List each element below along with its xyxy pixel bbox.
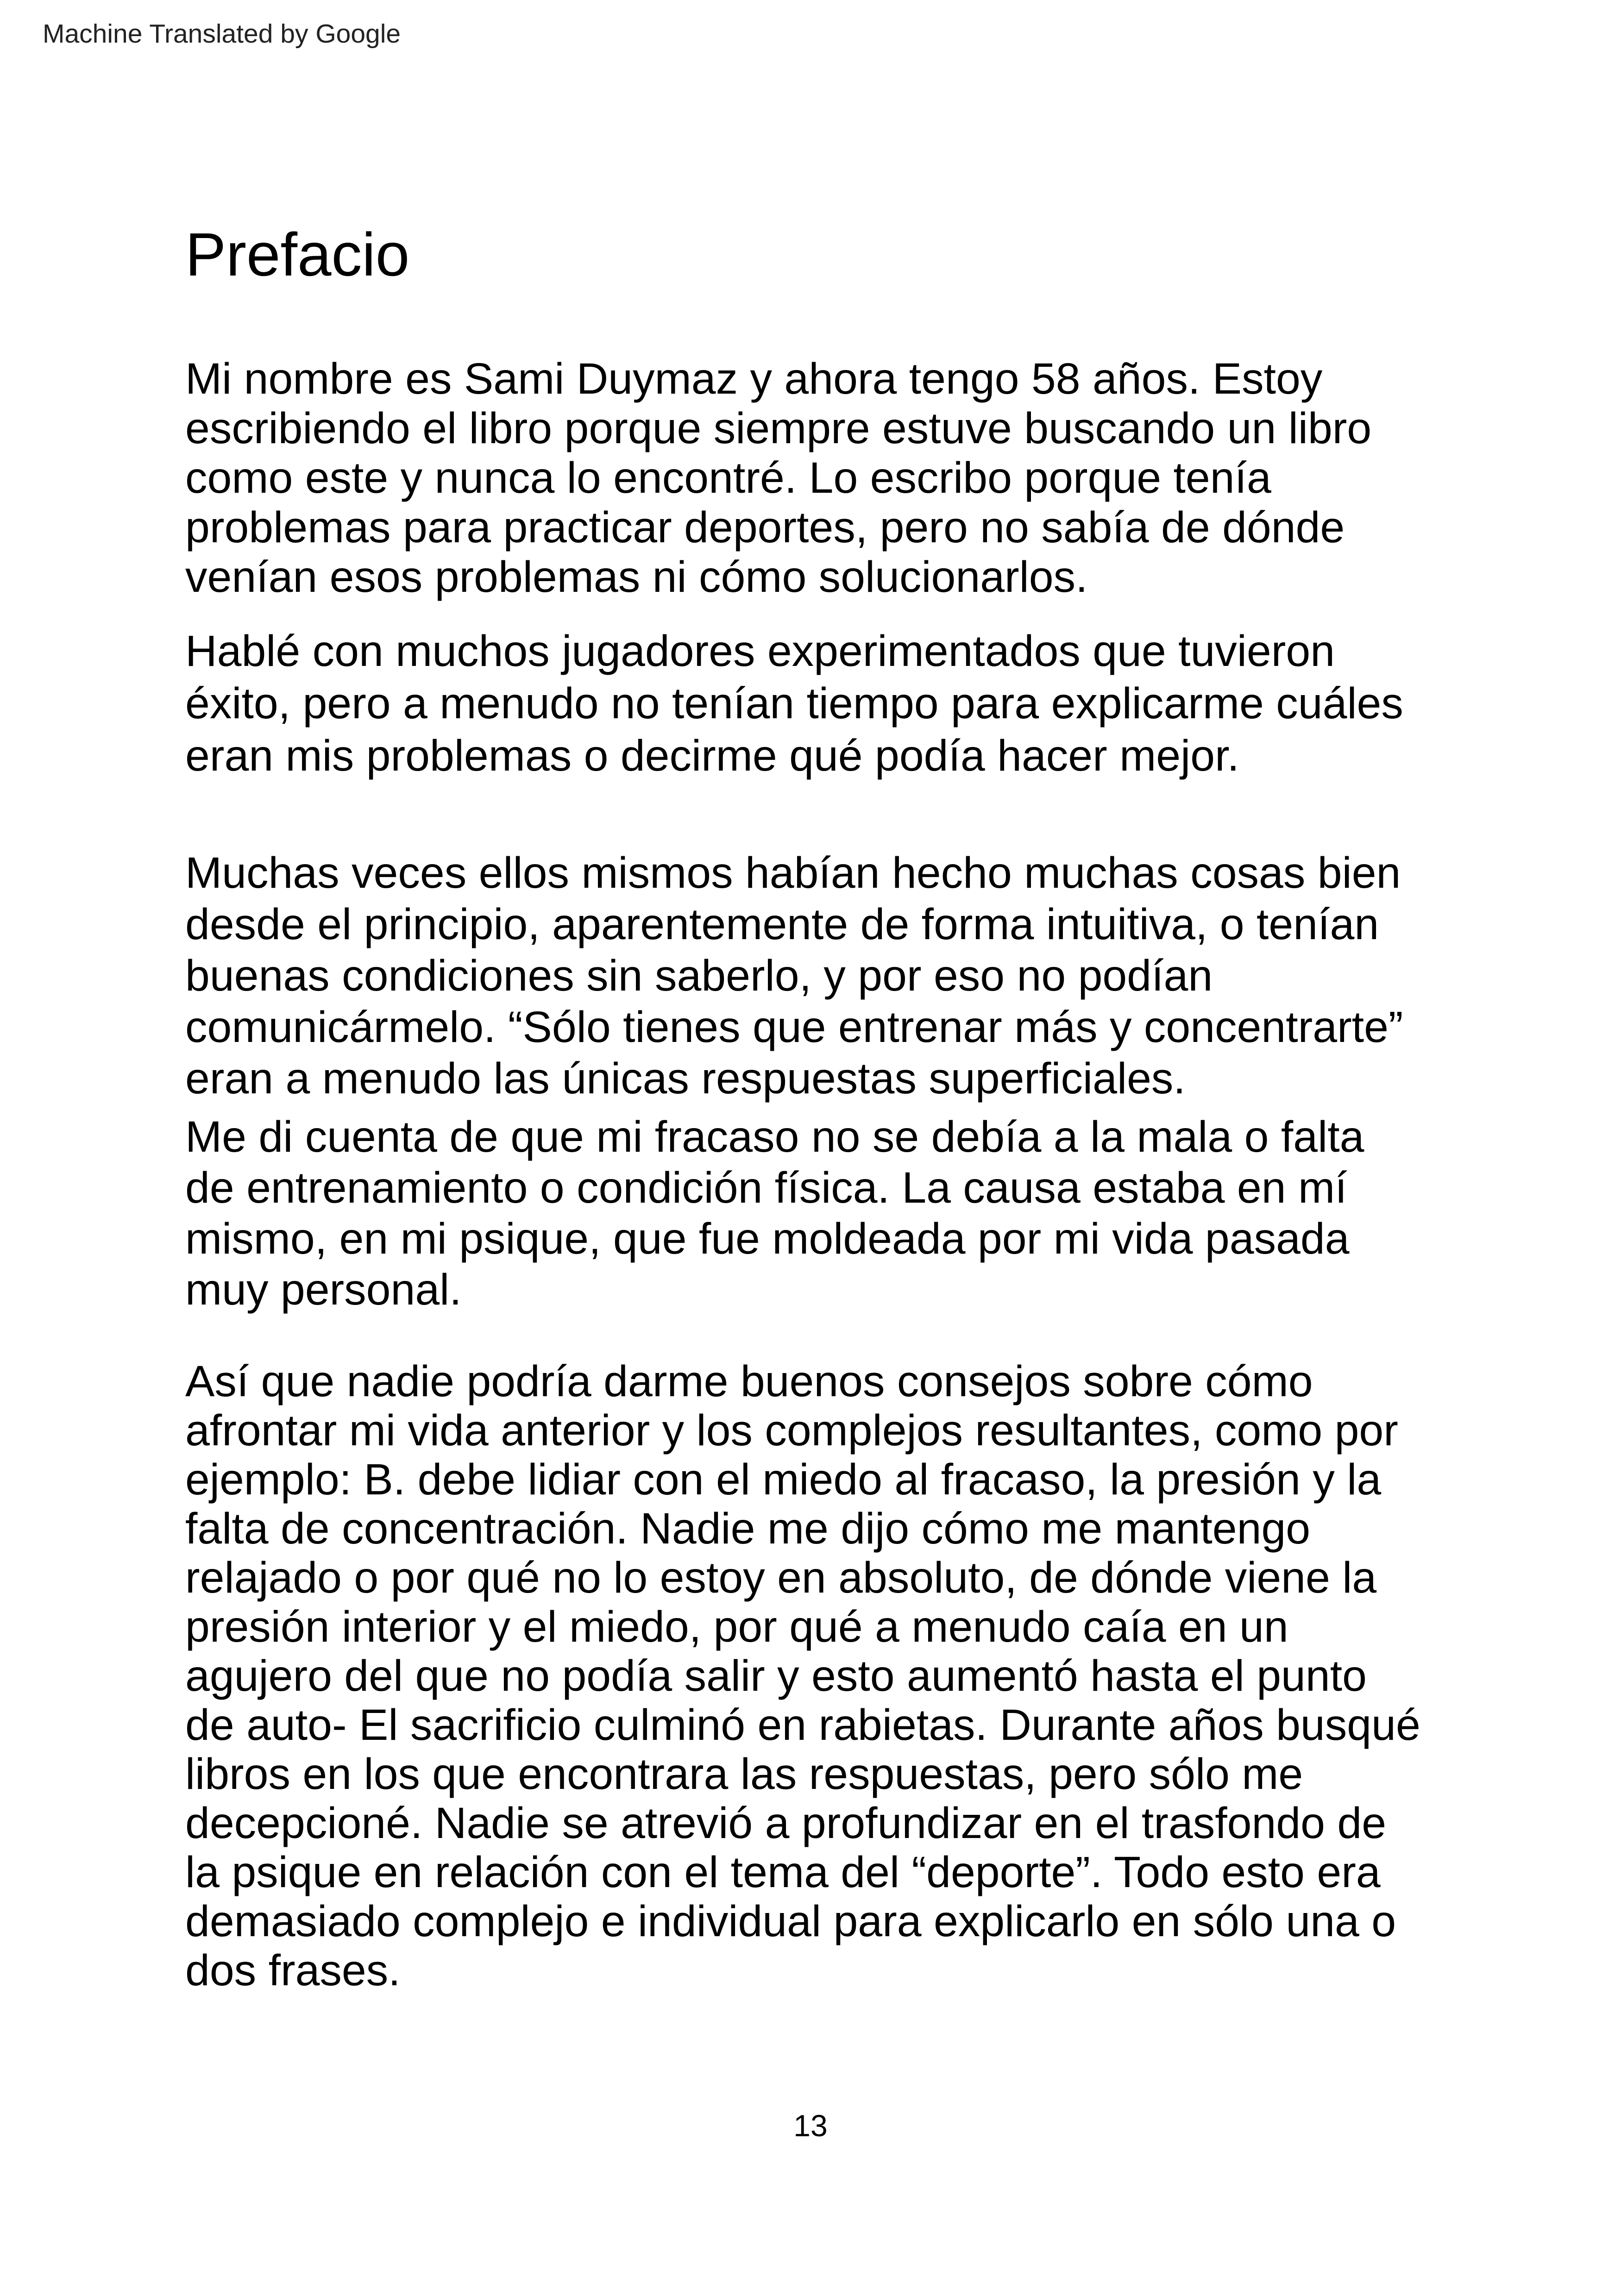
paragraph-line: ejemplo: B. debe lidiar con el miedo al fracaso, la presión y la — [185, 1455, 1382, 1504]
paragraph-line: falta de concentración. Nadie me dijo cómo me mantengo — [185, 1504, 1311, 1553]
paragraph-line: éxito, pero a menudo no tenían tiempo para explicarme cuáles — [185, 679, 1403, 728]
paragraph-2 — [185, 625, 1403, 782]
paragraph-5 — [185, 1357, 1420, 1995]
paragraph-line: escribiendo el libro porque siempre estuve buscando un libro — [185, 404, 1372, 453]
paragraph-line: la psique en relación con el tema del “deporte”. Todo esto era — [185, 1848, 1381, 1897]
paragraph-line: buenas condiciones sin saberlo, y por eso no podían — [185, 951, 1213, 1000]
page-title: Prefacio — [185, 220, 410, 289]
machine-translation-banner: Machine Translated by Google — [43, 19, 401, 49]
paragraph-line: afrontar mi vida anterior y los complejos resultantes, como por — [185, 1406, 1398, 1455]
paragraph-line: como este y nunca lo encontré. Lo escribo porque tenía — [185, 453, 1271, 502]
paragraph-line: libros en los que encontrara las respuestas, pero sólo me — [185, 1750, 1303, 1799]
paragraph-line: dos frases. — [185, 1946, 401, 1995]
paragraph-line: de entrenamiento o condición física. La causa estaba en mí — [185, 1163, 1347, 1212]
paragraph-line: presión interior y el miedo, por qué a menudo caía en un — [185, 1602, 1288, 1651]
paragraph-line: eran mis problemas o decirme qué podía hacer mejor. — [185, 731, 1239, 780]
paragraph-line: Me di cuenta de que mi fracaso no se debía a la mala o falta — [185, 1112, 1364, 1161]
paragraph-1 — [185, 354, 1371, 602]
paragraph-line: Así que nadie podría darme buenos consejos sobre cómo — [185, 1357, 1313, 1406]
page-number: 13 — [793, 2108, 828, 2143]
paragraph-line: muy personal. — [185, 1265, 462, 1314]
paragraph-line: relajado o por qué no lo estoy en absoluto, de dónde viene la — [185, 1553, 1377, 1602]
paragraph-line: Muchas veces ellos mismos habían hecho muchas cosas bien — [185, 848, 1401, 897]
paragraph-line: agujero del que no podía salir y esto aumentó hasta el punto — [185, 1651, 1367, 1700]
paragraph-line: Mi nombre es Sami Duymaz y ahora tengo 58 años. Estoy — [185, 354, 1323, 403]
paragraph-line: problemas para practicar deportes, pero no sabía de dónde — [185, 503, 1345, 552]
paragraph-line: venían esos problemas ni cómo solucionarlos. — [185, 552, 1088, 602]
paragraph-3 — [185, 847, 1403, 1104]
paragraph-line: Hablé con muchos jugadores experimentados que tuvieron — [185, 627, 1335, 676]
paragraph-line: decepcioné. Nadie se atrevió a profundizar en el trasfondo de — [185, 1799, 1387, 1848]
paragraph-line: mismo, en mi psique, que fue moldeada por mi vida pasada — [185, 1214, 1350, 1263]
paragraph-line: eran a menudo las únicas respuestas superficiales. — [185, 1054, 1186, 1103]
paragraph-4 — [185, 1111, 1364, 1315]
paragraph-line: comunicármelo. “Sólo tienes que entrenar más y concentrarte” — [185, 1003, 1403, 1052]
paragraph-line: desde el principio, aparentemente de forma intuitiva, o tenían — [185, 900, 1379, 949]
paragraph-line: demasiado complejo e individual para explicarlo en sólo una o — [185, 1897, 1396, 1946]
paragraph-line: de auto- El sacrificio culminó en rabietas. Durante años busqué — [185, 1700, 1420, 1750]
